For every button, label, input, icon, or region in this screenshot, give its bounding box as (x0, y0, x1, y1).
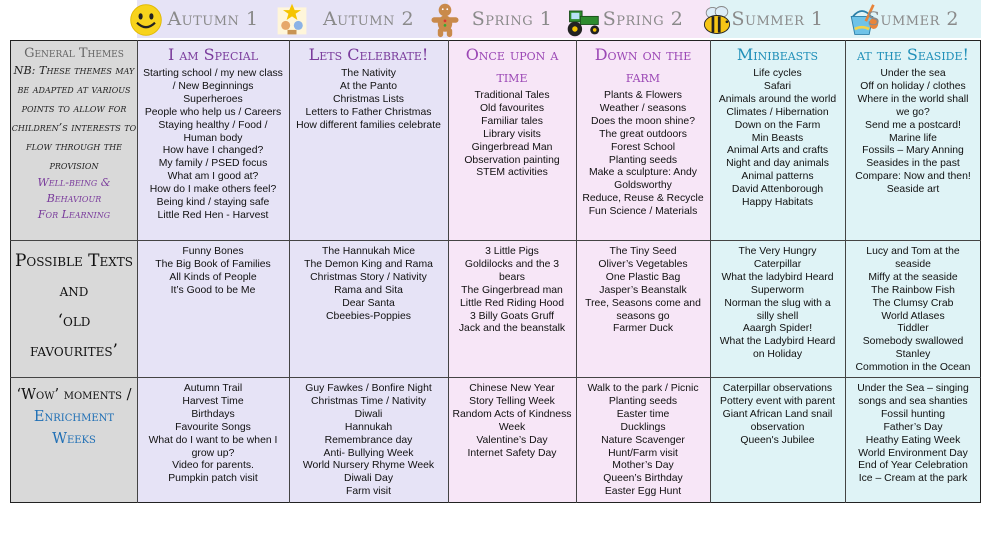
cell-line: Gingerbread Man (471, 141, 553, 153)
cell-line: It’s Good to be Me (170, 284, 256, 296)
cell-line: STEM activities (476, 167, 548, 179)
cell-line: World Nursery Rhyme Week (302, 460, 435, 472)
header-summer-1 (710, 0, 845, 38)
texts-label-line: and (59, 281, 89, 301)
cell-line: Down on the Farm (734, 119, 821, 131)
cell-line: Pumpkin patch visit (168, 473, 258, 485)
cell-line: How have I changed? (162, 145, 264, 157)
wow-moments-label (11, 384, 137, 494)
theme-title: at the Seaside! (857, 45, 969, 64)
cell-line: Staying healthy / Food / (158, 119, 268, 131)
theme-title: Minibeasts (736, 45, 819, 64)
cell-line: Min Beasts (751, 132, 804, 144)
cell-line: Christmas Lists (332, 93, 404, 105)
cell-line: Giant African Land snail (722, 408, 833, 420)
cell-line: Off on holiday / clothes (860, 80, 966, 92)
header-label: Spring 1 (471, 8, 553, 30)
cell-line: observation (750, 421, 805, 433)
cell-line: Ducklings (620, 421, 666, 433)
divider (10, 240, 981, 241)
cell-line: grow up? (191, 447, 235, 459)
cell-line: The Hannukah Mice (322, 246, 415, 257)
cell-line: How do I make others feel? (149, 184, 277, 196)
cell-line: Animal Arts and crafts (726, 145, 829, 157)
nb-line: children’s interests to (11, 121, 137, 134)
texts-label-line: favourites’ (30, 341, 118, 361)
cell-line: Life cycles (753, 68, 802, 79)
wow-cell (845, 381, 981, 488)
texts-cell (448, 244, 576, 338)
header-autumn-2 (289, 0, 448, 38)
cell-line: Superworm (750, 284, 805, 296)
wow-cell (448, 381, 576, 462)
cell-line: songs and sea shanties (858, 395, 968, 407)
cell-line: Easter time (616, 408, 670, 420)
cell-line: Hannukah (344, 421, 393, 433)
theme-cell (448, 42, 576, 182)
cell-line: The Nativity (341, 68, 396, 79)
cell-line: Rama and Sita (334, 284, 403, 296)
cell-line: Nature Scavenger (601, 434, 685, 446)
cell-line: 3 Little Pigs (485, 246, 539, 257)
cell-line: on Holiday (752, 349, 803, 361)
theme-title: I am Special (167, 45, 259, 64)
cell-line: At the Panto (339, 80, 398, 92)
cell-line: Under the sea (880, 68, 946, 79)
cell-line: Favourite Songs (175, 421, 251, 433)
cell-line: Birthdays (191, 408, 235, 420)
enrichment-label-line: Enrichment Weeks (33, 409, 115, 447)
cell-line: End of Year Celebration (858, 460, 968, 472)
wow-cell (576, 381, 710, 501)
theme-cell (576, 42, 710, 221)
wow-label-line: ‘Wow’ moments / (16, 387, 132, 403)
theme-title: Down on the farm (594, 45, 692, 86)
cell-line: People who help us / Careers (144, 106, 282, 118)
cell-line: Seaside art (886, 184, 940, 196)
header-label: Spring 2 (602, 8, 684, 30)
cell-line: Being kind / staying safe (156, 197, 270, 209)
cell-line: Video for parents. (172, 460, 254, 472)
theme-cell (289, 42, 448, 135)
cell-line: Jasper’s Beanstalk (599, 284, 687, 296)
cell-line: Familiar tales (481, 115, 543, 127)
cell-line: Internet Safety Day (467, 447, 557, 459)
texts-cell (845, 244, 981, 377)
cell-line: Jack and the beanstalk (458, 323, 566, 335)
divider (10, 377, 981, 378)
cell-line: Oliver’s Vegetables (598, 258, 688, 270)
cell-line: Christmas Time / Nativity (311, 395, 426, 407)
cell-line: Tree, Seasons come and (585, 297, 701, 309)
cell-line: Animals around the world (718, 93, 837, 105)
nb-line: flow through the (26, 140, 122, 153)
cell-line: What the Ladybird Heard (719, 336, 836, 348)
nb-line: NB: These themes may (13, 64, 135, 77)
cell-line: World Environment Day (858, 447, 968, 459)
gingerbread-man-icon (426, 2, 464, 38)
cell-line: 3 Billy Goats Gruff (469, 310, 555, 322)
cell-line: Story Telling Week (469, 395, 555, 407)
cell-line: Observation painting (464, 154, 560, 166)
texts-cell (710, 244, 845, 364)
wellbeing-line: For Learning (37, 208, 111, 221)
cell-line: Diwali (354, 408, 383, 420)
cell-line: Pottery event with parent (720, 395, 835, 407)
cell-line: Commotion in the Ocean (855, 362, 971, 374)
cell-line: Make a sculpture: Andy (588, 167, 697, 179)
cell-line: The Rainbow Fish (871, 284, 955, 296)
cell-line: Lucy and Tom at the (866, 246, 960, 257)
cell-line: The Clumsy Crab (872, 297, 954, 309)
cell-line: seasons go (616, 310, 670, 322)
cell-line: Week (498, 421, 526, 433)
cell-line: Hunt/Farm visit (608, 447, 678, 459)
cell-line: Diwali Day (343, 473, 394, 485)
texts-cell (137, 244, 289, 300)
cell-line: seaside (895, 258, 931, 270)
cell-line: Safari (763, 80, 792, 92)
cell-line: My family / PSED focus (158, 158, 268, 170)
cell-line: Aaargh Spider! (742, 323, 813, 335)
cell-line: / New Beginnings (172, 80, 254, 92)
cell-line: Christmas Story / Nativity (310, 271, 427, 283)
header-spring-2 (576, 0, 710, 38)
cell-line: Ice – Cream at the park (858, 473, 968, 485)
cell-line: Traditional Tales (474, 90, 550, 101)
cell-line: Valentine’s Day (476, 434, 548, 446)
cell-line: Cbeebies-Poppies (326, 310, 411, 322)
cell-line: What do I want to be when I (148, 434, 278, 446)
theme-title: Lets Celebrate! (308, 45, 429, 64)
smiley-face-icon (127, 2, 165, 38)
cell-line: One Plastic Bag (605, 271, 681, 283)
cell-line: All Kinds of People (169, 271, 257, 283)
header-summer-2 (845, 0, 981, 38)
bee-icon (698, 2, 736, 38)
cell-line: Fossil hunting (880, 408, 946, 420)
cell-line: Starting school / my new class (143, 68, 283, 79)
cell-line: Easter Egg Hunt (604, 486, 682, 498)
cell-line: Anti- Bullying Week (323, 447, 414, 459)
theme-cell (710, 42, 845, 212)
cell-line: Caterpillar (753, 258, 802, 270)
cell-line: Goldsworthy (614, 180, 672, 192)
cell-line: Fossils – Mary Anning (862, 145, 964, 157)
cell-line: Planting seeds (608, 395, 678, 407)
cell-line: Random Acts of Kindness (452, 408, 572, 420)
cell-line: Guy Fawkes / Bonfire Night (305, 383, 432, 394)
cell-line: Goldilocks and the 3 (464, 258, 560, 270)
theme-cell (137, 42, 289, 225)
cell-line: Autumn Trail (183, 383, 243, 394)
cell-line: The Tiny Seed (609, 246, 677, 257)
cell-line: silly shell (756, 310, 799, 322)
cell-line: Compare: Now and then! (855, 171, 971, 183)
header-spring-1 (448, 0, 576, 38)
cell-line: Tiddler (897, 323, 929, 335)
wellbeing-line: Well-being & Behaviour (37, 176, 111, 205)
cell-line: Farmer Duck (612, 323, 674, 335)
cell-line: The Very Hungry (738, 246, 817, 257)
cell-line: Climates / Hibernation (726, 106, 829, 118)
nativity-icon (273, 2, 311, 38)
cell-line: David Attenborough (731, 184, 824, 196)
cell-line: Marine life (889, 132, 937, 144)
cell-line: Caterpillar observations (722, 383, 833, 394)
texts-label-line: ‘old (57, 311, 91, 331)
cell-line: Stanley (895, 349, 931, 361)
cell-line: The great outdoors (599, 128, 687, 140)
cell-line: bears (499, 271, 525, 283)
cell-line: Send me a postcard! (865, 119, 961, 131)
cell-line: World Atlases (881, 310, 945, 322)
cell-line: Farm visit (345, 486, 392, 498)
cell-line: Does the moon shine? (591, 115, 695, 127)
cell-line: Seasides in the past (866, 158, 960, 170)
cell-line: Old favourites (479, 102, 545, 114)
header-label: Autumn 1 (167, 8, 259, 30)
cell-line: Forest School (610, 141, 676, 153)
wow-cell (289, 381, 448, 501)
cell-line: Animal patterns (741, 171, 814, 183)
cell-line: Norman the slug with a (724, 297, 831, 309)
cell-line: What the ladybird Heard (721, 271, 834, 283)
cell-line: Little Red Riding Hood (460, 297, 564, 309)
cell-line: Heathy Eating Week (865, 434, 961, 446)
cell-line: How different families celebrate (296, 119, 441, 131)
cell-line: Miffy at the seaside (868, 271, 958, 283)
cell-line: Happy Habitats (741, 197, 814, 209)
cell-line: Reduce, Reuse & Recycle (582, 193, 704, 205)
cell-line: Fun Science / Materials (588, 206, 698, 218)
cell-line: Dear Santa (342, 297, 395, 309)
theme-title: Once upon a time (465, 45, 559, 86)
cell-line: Weather / seasons (599, 102, 687, 114)
header-label: Summer 1 (731, 8, 824, 30)
cell-line: Human body (183, 132, 243, 144)
general-themes-label (11, 42, 137, 238)
cell-line: Under the Sea – singing (857, 383, 969, 394)
cell-line: What am I good at? (167, 171, 259, 183)
cell-line: Funny Bones (182, 246, 244, 257)
cell-line: Queen's Jubilee (740, 434, 815, 446)
cell-line: Plants & Flowers (604, 90, 682, 101)
theme-cell (845, 42, 981, 199)
cell-line: The Gingerbread man (461, 284, 563, 296)
cell-line: Mother’s Day (612, 460, 674, 472)
cell-line: Father’s Day (883, 421, 943, 433)
texts-cell (289, 244, 448, 325)
texts-label-line: Possible Texts (14, 251, 134, 271)
header-label: Summer 2 (867, 8, 959, 30)
cell-line: Remembrance day (324, 434, 413, 446)
cell-line: Library visits (483, 128, 541, 140)
general-themes-title: General Themes (24, 46, 124, 61)
tractor-icon (560, 2, 606, 38)
cell-line: Night and day animals (726, 158, 829, 170)
nb-line: provision (49, 159, 99, 172)
cell-line: The Demon King and Rama (304, 258, 433, 270)
header-label: Autumn 2 (322, 8, 415, 30)
cell-line: The Big Book of Families (155, 258, 271, 270)
header-autumn-1 (137, 0, 289, 38)
cell-line: Queen’s Birthday (603, 473, 683, 485)
cell-line: Little Red Hen - Harvest (157, 209, 269, 221)
cell-line: Walk to the park / Picnic (587, 383, 699, 394)
nb-line: points to allow for (21, 102, 127, 115)
nb-line: be adapted at various (17, 83, 131, 96)
cell-line: Planting seeds (608, 154, 678, 166)
texts-cell (576, 244, 710, 338)
cell-line: Somebody swallowed (862, 336, 964, 348)
cell-line: Chinese New Year (469, 383, 555, 394)
cell-line: Superheroes (183, 93, 243, 105)
cell-line: Where in the world shall (857, 93, 969, 105)
possible-texts-label (11, 246, 137, 374)
cell-line: Letters to Father Christmas (305, 106, 432, 118)
cell-line: Harvest Time (182, 395, 244, 407)
wow-cell (137, 381, 289, 488)
cell-line: we go? (896, 106, 930, 118)
wow-cell (710, 381, 845, 450)
